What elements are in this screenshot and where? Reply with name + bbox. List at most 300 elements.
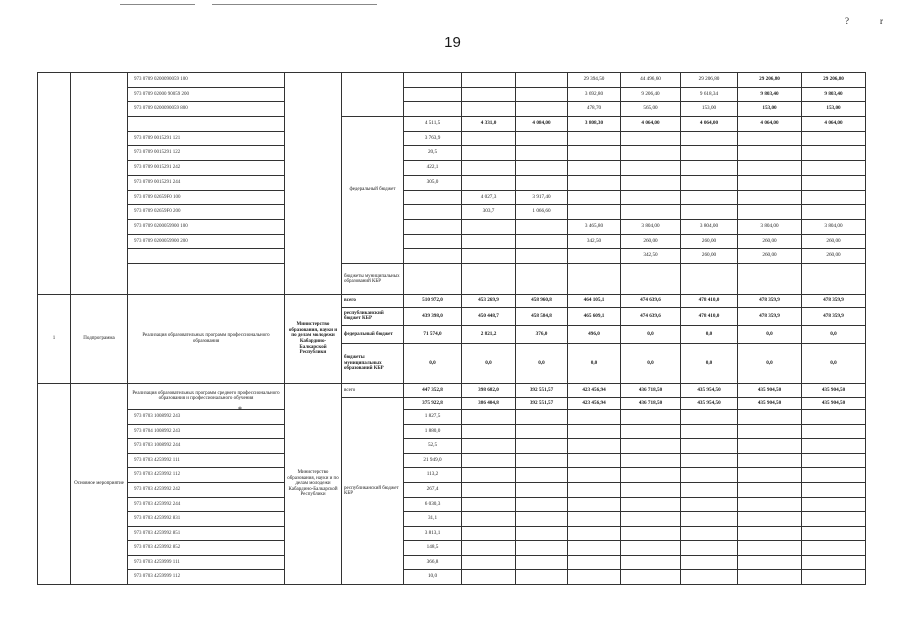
value-cell xyxy=(568,555,621,570)
table-row xyxy=(38,117,866,132)
value-cell xyxy=(621,453,681,468)
value-cell xyxy=(516,175,568,190)
value-cell xyxy=(681,526,738,541)
value-cell xyxy=(681,409,738,424)
value-cell xyxy=(802,453,866,468)
value-cell xyxy=(681,424,738,439)
value-cell: 0,0 xyxy=(621,325,681,343)
value-cell xyxy=(621,497,681,512)
table-row xyxy=(38,555,866,570)
value-cell xyxy=(404,102,462,117)
value-cell: 423 456,94 xyxy=(568,397,621,409)
table-row xyxy=(38,87,866,102)
table-row xyxy=(38,512,866,527)
value-cell xyxy=(681,453,738,468)
table-row xyxy=(38,263,866,294)
value-cell xyxy=(462,555,516,570)
value-cell: 1 880,0 xyxy=(404,424,462,439)
value-cell: 375 922,8 xyxy=(404,397,462,409)
value-cell: 4 511,5 xyxy=(404,117,462,132)
value-cell xyxy=(621,263,681,294)
table-row xyxy=(38,161,866,176)
value-cell: 439 398,0 xyxy=(404,307,462,325)
value-cell xyxy=(621,409,681,424)
source-label: республиканский бюджет КБР xyxy=(342,397,404,584)
code-cell: 973 0704 1008992 243 xyxy=(128,424,285,439)
value-cell xyxy=(681,161,738,176)
source-label-federal: федеральный бюджет xyxy=(342,117,404,264)
value-cell xyxy=(621,512,681,527)
value-cell: 9 803,40 xyxy=(802,87,866,102)
value-cell xyxy=(462,497,516,512)
value-cell xyxy=(516,146,568,161)
corner-mark-2: r xyxy=(880,16,883,26)
value-cell: 435 904,50 xyxy=(738,397,802,409)
table-row xyxy=(38,175,866,190)
value-cell: 3 804,00 xyxy=(621,219,681,234)
value-cell: 267,4 xyxy=(404,482,462,497)
value-cell: 0,0 xyxy=(681,343,738,383)
value-cell xyxy=(738,555,802,570)
value-cell xyxy=(802,146,866,161)
table-row xyxy=(38,409,866,424)
value-cell xyxy=(738,131,802,146)
value-cell xyxy=(621,175,681,190)
value-cell xyxy=(568,526,621,541)
value-cell: 376,0 xyxy=(516,325,568,343)
value-cell xyxy=(681,570,738,585)
value-cell: 3 692,80 xyxy=(568,87,621,102)
source-label: всего xyxy=(342,383,404,397)
row-mark-star: * xyxy=(238,405,242,414)
value-cell: 260,00 xyxy=(802,249,866,264)
value-cell xyxy=(621,424,681,439)
value-cell: 3 804,00 xyxy=(802,219,866,234)
value-cell xyxy=(568,512,621,527)
value-cell: 4 084,00 xyxy=(516,117,568,132)
value-cell: 153,00 xyxy=(681,102,738,117)
value-cell: 71 574,0 xyxy=(404,325,462,343)
code-cell: 973 0703 4259992 111 xyxy=(128,453,285,468)
value-cell xyxy=(681,497,738,512)
value-cell xyxy=(738,424,802,439)
value-cell xyxy=(802,409,866,424)
value-cell xyxy=(802,424,866,439)
value-cell: 464 105,1 xyxy=(568,294,621,307)
value-cell: 29 206,80 xyxy=(802,73,866,88)
code-cell xyxy=(128,249,285,264)
value-cell xyxy=(738,161,802,176)
value-cell: 398 682,0 xyxy=(462,383,516,397)
value-cell: 366,8 xyxy=(404,555,462,570)
value-cell: 3 804,00 xyxy=(681,219,738,234)
value-cell: 1 066,60 xyxy=(516,205,568,220)
value-cell xyxy=(568,409,621,424)
table-row xyxy=(38,570,866,585)
value-cell: 0,0 xyxy=(462,343,516,383)
value-cell: 0,0 xyxy=(681,325,738,343)
main-event-name: Реализация образовательных программ среднего профессионального образования и профессионального обучения xyxy=(128,383,285,409)
value-cell: 9 206,40 xyxy=(621,87,681,102)
budget-table xyxy=(37,72,866,585)
value-cell: 153,00 xyxy=(802,102,866,117)
value-cell: 435 904,50 xyxy=(802,383,866,397)
value-cell: 260,00 xyxy=(738,249,802,264)
value-cell: 510 972,0 xyxy=(404,294,462,307)
table-row xyxy=(38,468,866,483)
value-cell xyxy=(462,249,516,264)
value-cell: 3 813,1 xyxy=(404,526,462,541)
value-cell xyxy=(404,249,462,264)
page-number: 19 xyxy=(444,34,461,51)
value-cell xyxy=(621,439,681,454)
source-cell xyxy=(342,73,404,117)
value-cell xyxy=(802,512,866,527)
value-cell: 52,5 xyxy=(404,439,462,454)
code-cell: 973 0703 4259992 852 xyxy=(128,541,285,556)
value-cell: 4 027,3 xyxy=(462,190,516,205)
value-cell: 9 618,34 xyxy=(681,87,738,102)
value-cell: 2 821,2 xyxy=(462,325,516,343)
value-cell xyxy=(621,205,681,220)
table-row xyxy=(38,453,866,468)
value-cell xyxy=(516,453,568,468)
value-cell: 436 718,50 xyxy=(621,397,681,409)
value-cell: 29 394,50 xyxy=(568,73,621,88)
subprogram-kind: Подпрограмма xyxy=(71,294,128,383)
value-cell: 465 609,1 xyxy=(568,307,621,325)
value-cell xyxy=(462,541,516,556)
code-cell: 973 0709 0200059900 100 xyxy=(128,219,285,234)
value-cell: 342,50 xyxy=(621,249,681,264)
value-cell: 565,00 xyxy=(621,102,681,117)
value-cell: 20,5 xyxy=(404,146,462,161)
value-cell: 474 639,6 xyxy=(621,294,681,307)
value-cell xyxy=(802,541,866,556)
value-cell: 458 584,8 xyxy=(516,307,568,325)
value-cell: 4 064,00 xyxy=(738,117,802,132)
value-cell xyxy=(738,468,802,483)
value-cell: 478 359,9 xyxy=(802,307,866,325)
value-cell xyxy=(516,541,568,556)
value-cell: 392 551,57 xyxy=(516,383,568,397)
code-cell: 973 0709 02659F0 200 xyxy=(128,205,285,220)
value-cell: 422,1 xyxy=(404,161,462,176)
value-cell xyxy=(404,263,462,294)
value-cell: 478 359,9 xyxy=(802,294,866,307)
value-cell xyxy=(404,234,462,249)
value-cell: 436 718,50 xyxy=(621,383,681,397)
top-rule-right xyxy=(212,4,377,5)
value-cell xyxy=(404,87,462,102)
value-cell xyxy=(516,555,568,570)
value-cell xyxy=(462,409,516,424)
value-cell xyxy=(516,468,568,483)
value-cell xyxy=(568,249,621,264)
table-row xyxy=(38,131,866,146)
value-cell xyxy=(738,190,802,205)
table-row xyxy=(38,439,866,454)
value-cell: 6 030,3 xyxy=(404,497,462,512)
table-row xyxy=(38,190,866,205)
value-cell: 0,0 xyxy=(516,343,568,383)
code-cell: 973 0703 4259992 112 xyxy=(128,468,285,483)
value-cell xyxy=(568,161,621,176)
value-cell xyxy=(738,205,802,220)
value-cell: 3 808,30 xyxy=(568,117,621,132)
value-cell xyxy=(568,175,621,190)
value-cell xyxy=(516,219,568,234)
code-cell: 973 0703 1008992 243 xyxy=(128,409,285,424)
value-cell xyxy=(738,482,802,497)
value-cell xyxy=(738,146,802,161)
value-cell xyxy=(681,190,738,205)
value-cell xyxy=(621,146,681,161)
value-cell: 3 763,9 xyxy=(404,131,462,146)
value-cell: 0,0 xyxy=(802,325,866,343)
code-cell: 973 0703 4259992 244 xyxy=(128,497,285,512)
value-cell xyxy=(462,175,516,190)
value-cell: 386 404,8 xyxy=(462,397,516,409)
value-cell xyxy=(516,161,568,176)
code-cell: 973 0703 4259992 242 xyxy=(128,482,285,497)
value-cell xyxy=(516,249,568,264)
value-cell: 0,0 xyxy=(738,343,802,383)
value-cell: 435 904,50 xyxy=(802,397,866,409)
value-cell: 447 352,8 xyxy=(404,383,462,397)
value-cell xyxy=(516,102,568,117)
value-cell: 260,00 xyxy=(738,234,802,249)
source-label: бюджеты муниципальных образований КБР xyxy=(342,343,404,383)
value-cell: 3 917,40 xyxy=(516,190,568,205)
value-cell xyxy=(462,526,516,541)
value-cell: 478 359,9 xyxy=(738,294,802,307)
value-cell xyxy=(802,482,866,497)
table-row xyxy=(38,102,866,117)
value-cell: 0,0 xyxy=(621,343,681,383)
table-row xyxy=(38,219,866,234)
value-cell xyxy=(568,497,621,512)
value-cell xyxy=(621,570,681,585)
code-cell: 973 0703 4259992 831 xyxy=(128,512,285,527)
value-cell xyxy=(462,73,516,88)
value-cell xyxy=(681,512,738,527)
value-cell: 478,70 xyxy=(568,102,621,117)
value-cell xyxy=(404,219,462,234)
value-cell: 474 639,6 xyxy=(621,307,681,325)
value-cell xyxy=(802,190,866,205)
code-cell: 973 0703 1008992 244 xyxy=(128,439,285,454)
subprogram-executor: Министерство образования, науки и по делам молодежи Кабардино-Балкарской Республики xyxy=(285,294,342,383)
value-cell: 450 448,7 xyxy=(462,307,516,325)
value-cell: 435 954,50 xyxy=(681,397,738,409)
value-cell xyxy=(802,570,866,585)
value-cell: 0,0 xyxy=(568,343,621,383)
value-cell xyxy=(568,424,621,439)
table-row xyxy=(38,234,866,249)
value-cell xyxy=(404,205,462,220)
code-cell: 973 0703 4259999 111 xyxy=(128,555,285,570)
value-cell xyxy=(802,263,866,294)
value-cell xyxy=(802,131,866,146)
value-cell xyxy=(516,73,568,88)
blank-kind-cell xyxy=(71,73,128,295)
value-cell xyxy=(568,205,621,220)
value-cell xyxy=(568,541,621,556)
value-cell: 260,00 xyxy=(681,249,738,264)
code-cell: 973 0703 4259999 112 xyxy=(128,570,285,585)
value-cell xyxy=(462,570,516,585)
table-row xyxy=(38,249,866,264)
value-cell xyxy=(516,87,568,102)
value-cell xyxy=(681,205,738,220)
code-cell: 973 0709 02000 90059 200 xyxy=(128,87,285,102)
value-cell xyxy=(802,205,866,220)
value-cell xyxy=(516,424,568,439)
value-cell xyxy=(621,555,681,570)
value-cell: 260,00 xyxy=(681,234,738,249)
value-cell xyxy=(681,146,738,161)
value-cell: 29 206,80 xyxy=(681,73,738,88)
value-cell xyxy=(568,190,621,205)
value-cell xyxy=(516,409,568,424)
top-rule-left xyxy=(120,4,195,5)
value-cell xyxy=(462,219,516,234)
value-cell xyxy=(462,263,516,294)
value-cell: 4 064,00 xyxy=(621,117,681,132)
table-row xyxy=(38,73,866,88)
value-cell xyxy=(681,555,738,570)
value-cell xyxy=(568,453,621,468)
value-cell xyxy=(681,439,738,454)
code-cell: 973 0709 0200090059 100 xyxy=(128,73,285,88)
blank-num-cell xyxy=(38,73,71,295)
value-cell xyxy=(738,570,802,585)
value-cell: 423 456,94 xyxy=(568,383,621,397)
value-cell xyxy=(462,234,516,249)
code-cell: 973 0709 0015291 121 xyxy=(128,131,285,146)
value-cell: 4 064,00 xyxy=(681,117,738,132)
value-cell xyxy=(462,512,516,527)
source-label: всего xyxy=(342,294,404,307)
value-cell: 44 496,60 xyxy=(621,73,681,88)
code-cell xyxy=(128,263,285,294)
value-cell xyxy=(516,497,568,512)
main-event-executor: Министерство образования, науки и по делам молодежи Кабардино-Балкарской Республики xyxy=(285,383,342,584)
value-cell: 0,0 xyxy=(738,325,802,343)
value-cell: 458 960,8 xyxy=(516,294,568,307)
value-cell: 148,5 xyxy=(404,541,462,556)
table-row xyxy=(38,205,866,220)
main-event-number xyxy=(38,383,71,584)
value-cell: 0,0 xyxy=(802,343,866,383)
code-cell: 973 0709 0015291 122 xyxy=(128,146,285,161)
value-cell xyxy=(802,161,866,176)
value-cell xyxy=(462,468,516,483)
value-cell xyxy=(621,541,681,556)
value-cell: 31,1 xyxy=(404,512,462,527)
table-row xyxy=(38,526,866,541)
value-cell: 29 206,80 xyxy=(738,73,802,88)
code-cell: 973 0709 0015291 244 xyxy=(128,175,285,190)
value-cell xyxy=(516,526,568,541)
value-cell xyxy=(738,497,802,512)
table-row xyxy=(38,482,866,497)
value-cell: 153,00 xyxy=(738,102,802,117)
value-cell xyxy=(568,131,621,146)
value-cell xyxy=(802,175,866,190)
code-cell xyxy=(128,117,285,132)
value-cell xyxy=(681,482,738,497)
value-cell xyxy=(738,512,802,527)
value-cell xyxy=(621,468,681,483)
value-cell xyxy=(568,263,621,294)
value-cell xyxy=(681,263,738,294)
value-cell xyxy=(802,439,866,454)
value-cell xyxy=(404,73,462,88)
value-cell xyxy=(516,439,568,454)
value-cell xyxy=(516,263,568,294)
value-cell: 478 410,0 xyxy=(681,294,738,307)
value-cell: 21 949,0 xyxy=(404,453,462,468)
value-cell xyxy=(516,482,568,497)
value-cell xyxy=(681,175,738,190)
code-cell: 973 0709 0200090059 800 xyxy=(128,102,285,117)
value-cell: 392 551,57 xyxy=(516,397,568,409)
value-cell xyxy=(738,541,802,556)
value-cell xyxy=(462,453,516,468)
value-cell: 3 465,80 xyxy=(568,219,621,234)
value-cell: 496,0 xyxy=(568,325,621,343)
value-cell xyxy=(802,497,866,512)
value-cell: 303,7 xyxy=(462,205,516,220)
value-cell xyxy=(462,146,516,161)
main-event-kind: Основное мероприятие xyxy=(71,383,128,584)
value-cell xyxy=(802,526,866,541)
value-cell: 435 904,50 xyxy=(738,383,802,397)
value-cell: 260,00 xyxy=(802,234,866,249)
value-cell xyxy=(462,482,516,497)
value-cell xyxy=(621,190,681,205)
value-cell xyxy=(738,409,802,424)
value-cell xyxy=(462,102,516,117)
value-cell: 478 359,9 xyxy=(738,307,802,325)
value-cell xyxy=(568,439,621,454)
subprogram-number: 1 xyxy=(38,294,71,383)
value-cell xyxy=(462,424,516,439)
value-cell xyxy=(462,87,516,102)
value-cell: 1 827,5 xyxy=(404,409,462,424)
table-row xyxy=(38,294,866,307)
code-cell: 973 0709 0200059900 200 xyxy=(128,234,285,249)
source-label: республиканский бюджет КБР xyxy=(342,307,404,325)
value-cell xyxy=(681,468,738,483)
code-cell: 973 0709 02659F0 100 xyxy=(128,190,285,205)
value-cell xyxy=(568,146,621,161)
value-cell xyxy=(681,131,738,146)
value-cell xyxy=(738,526,802,541)
value-cell xyxy=(681,541,738,556)
value-cell: 260,00 xyxy=(621,234,681,249)
value-cell: 0,0 xyxy=(404,343,462,383)
value-cell xyxy=(568,570,621,585)
value-cell xyxy=(621,131,681,146)
value-cell: 342,50 xyxy=(568,234,621,249)
value-cell xyxy=(516,512,568,527)
value-cell xyxy=(738,453,802,468)
subprogram-name: Реализация образовательных программ профессионального образования xyxy=(128,294,285,383)
table-row xyxy=(38,146,866,161)
